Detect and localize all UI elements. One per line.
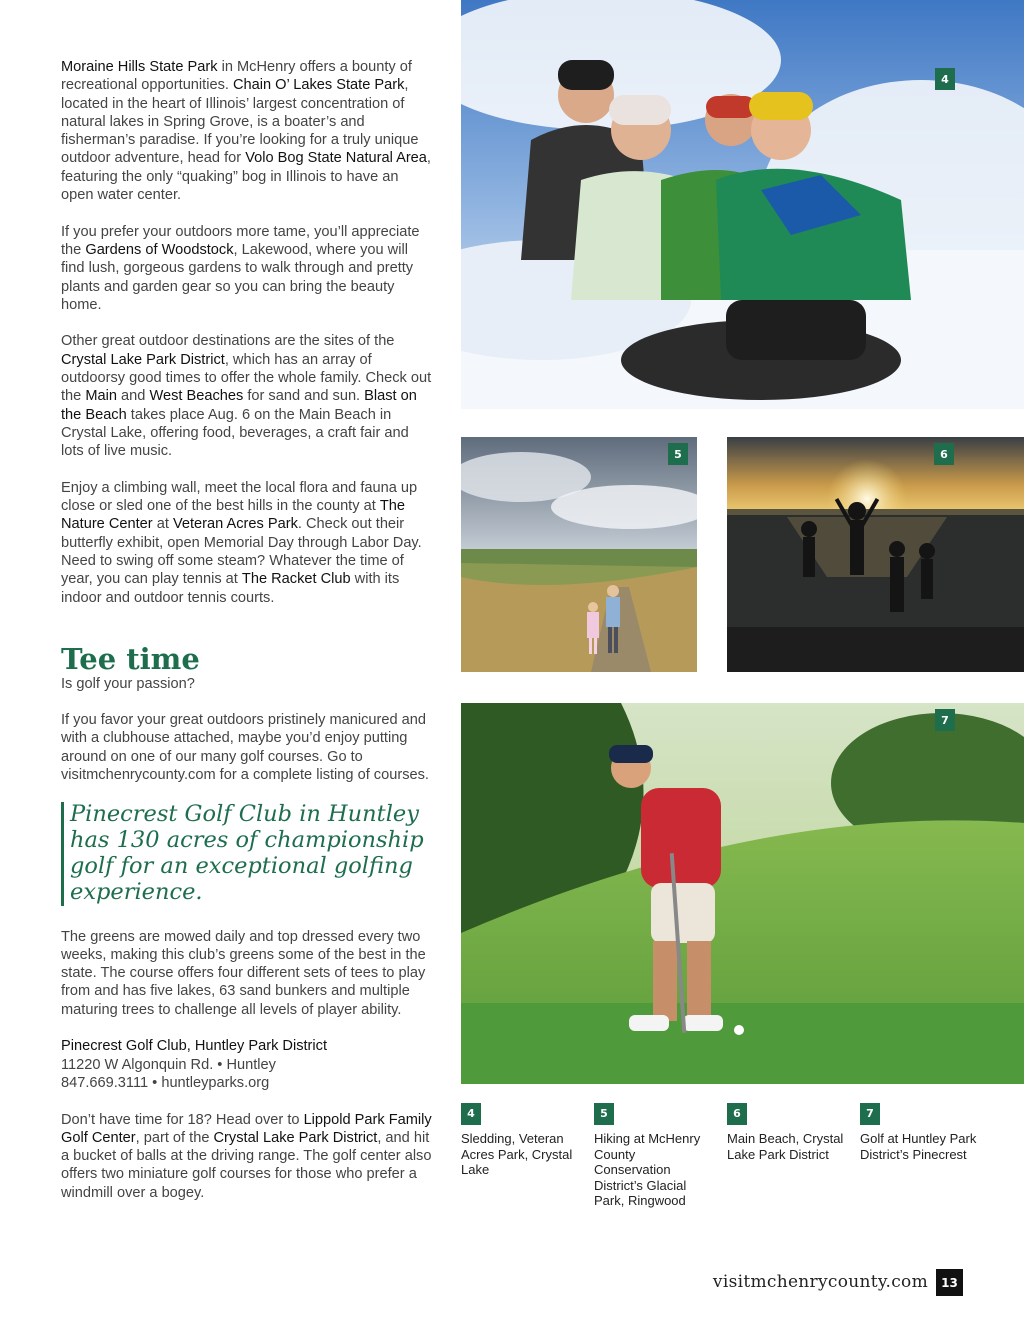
address-block <box>61 1037 433 1092</box>
photo-number-badge: 4 <box>935 68 955 90</box>
paragraph-golf-intro: If you favor your great outdoors pristinely manicured and with a clubhouse attached, maybe you’d enjoy putting around on one of our many golf courses. Go to visitmchenrycounty.com for a complete listing of courses. <box>61 711 429 783</box>
caption-text: Golf at Huntley Park District’s Pinecrest <box>860 1131 977 1162</box>
text-run: , which has an array of outdoorsy good times to offer the whole family. Check out the <box>61 351 432 405</box>
text-run: , part of the <box>135 1129 214 1146</box>
place-name: The Racket Club <box>241 571 351 588</box>
paragraph-gardens <box>61 223 433 314</box>
caption-5 <box>594 1103 714 1209</box>
address-name: Pinecrest Golf Club, Huntley Park District <box>61 1038 328 1055</box>
place-name: Main <box>85 388 117 405</box>
place-name: Volo Bog State Natural Area <box>245 150 427 167</box>
place-name: Blast on the Beach <box>61 388 417 423</box>
text-run: Enjoy a climbing wall, meet the local flora and fauna up close or sled one of the best hills in the county at <box>61 479 418 515</box>
photo-beach-sunset <box>727 437 1024 672</box>
caption-text: Hiking at McHenry County Conservation District’s Glacial Park, Ringwood <box>594 1131 701 1208</box>
text-run: for sand and sun. <box>243 388 365 405</box>
place-name: Lippold Park Family Golf Center <box>61 1111 432 1146</box>
paragraph-lippold <box>61 1111 433 1202</box>
text-run: takes place Aug. 6 on the Main Beach in Crystal Lake, offering food, beverages, a craft fair and lots of live music. <box>61 406 409 460</box>
page-number: 13 <box>936 1269 963 1296</box>
address-contact: 847.669.3111 • huntleyparks.org <box>61 1074 270 1091</box>
paragraph-moraine <box>61 58 433 204</box>
photo-sledding <box>461 0 1024 409</box>
text-run: and <box>116 388 150 405</box>
caption-number: 4 <box>461 1103 481 1125</box>
photo-golf <box>461 703 1024 1084</box>
text-run: , Lakewood, where you will find lush, gorgeous gardens to walk through and pretty plants and garden gear so you can bring the beauty home. <box>61 241 414 313</box>
place-name: Gardens of Woodstock <box>85 241 234 258</box>
beach-sunset-illustration <box>727 437 1024 672</box>
text-run: in McHenry offers a bounty of recreational opportunities. <box>61 59 412 94</box>
photo-number-badge: 5 <box>668 443 688 465</box>
caption-7 <box>860 1103 980 1162</box>
caption-number: 5 <box>594 1103 614 1125</box>
sledding-illustration <box>461 0 1024 409</box>
text-run: If you prefer your outdoors more tame, you’ll appreciate the <box>61 223 420 258</box>
place-name: West Beaches <box>149 388 244 405</box>
golf-illustration <box>461 703 1024 1084</box>
text-run: Don’t have time for 18? Head over to <box>61 1111 304 1128</box>
place-name: Veteran Acres Park <box>172 516 298 533</box>
photo-hiking <box>461 437 697 672</box>
footer-website: visitmchenrycounty.com <box>712 1272 928 1292</box>
text-run: at <box>152 516 173 533</box>
place-name: Moraine Hills State Park <box>61 59 218 75</box>
article-column <box>61 58 433 1220</box>
text-run: , and hit a bucket of balls at the driving range. The golf center also offers two miniature golf courses for those who prefer a windmill over a bogey. <box>61 1129 432 1201</box>
place-name: Crystal Lake Park District <box>61 351 225 368</box>
pull-quote: Pinecrest Golf Club in Huntley has 130 acres of championship golf for an exceptional golfing experience. <box>61 802 433 905</box>
caption-text: Main Beach, Crystal Lake Park District <box>727 1131 844 1162</box>
place-name: Crystal Lake Park District <box>213 1129 378 1146</box>
photo-number-badge: 7 <box>935 709 955 731</box>
place-name: The Nature Center <box>61 498 405 533</box>
section-subheading: Is golf your passion? <box>61 675 195 692</box>
text-run: , located in the heart of Illinois’ largest concentration of natural lakes in Spring Grove, is a boater’s and fisherman’s paradise. If you’re looking for a truly unique outdoor adventure, head for <box>61 77 419 167</box>
section-heading: Tee time <box>61 641 200 676</box>
caption-number: 7 <box>860 1103 880 1125</box>
paragraph-crystal-lake <box>61 332 433 460</box>
text-run: . Check out their butterfly exhibit, open Memorial Day through Labor Day. Need to swing off some steam? Whatever the time of year, you can play tennis at <box>61 516 422 588</box>
text-run: with its indoor and outdoor tennis courts. <box>61 571 400 606</box>
photo-number-badge: 6 <box>934 443 954 465</box>
text-run: Other great outdoor destinations are the sites of the <box>61 333 395 350</box>
paragraph-nature-center <box>61 479 433 607</box>
place-name: Chain O’ Lakes State Park <box>232 77 405 94</box>
paragraph-greens: The greens are mowed daily and top dressed every two weeks, making this club’s greens some of the best in the state. The course offers four different sets of tees to play from and has five lakes, 63 sand bunkers and multiple maturing trees to challenge all levels of player ability. <box>61 928 426 1018</box>
caption-number: 6 <box>727 1103 747 1125</box>
address-line: 11220 W Algonquin Rd. • Huntley <box>61 1056 276 1073</box>
caption-6 <box>727 1103 847 1162</box>
hiking-illustration <box>461 437 697 672</box>
caption-4 <box>461 1103 581 1178</box>
text-run: , featuring the only “quaking” bog in Illinois to have an open water center. <box>61 150 431 204</box>
caption-text: Sledding, Veteran Acres Park, Crystal Lake <box>461 1131 573 1177</box>
